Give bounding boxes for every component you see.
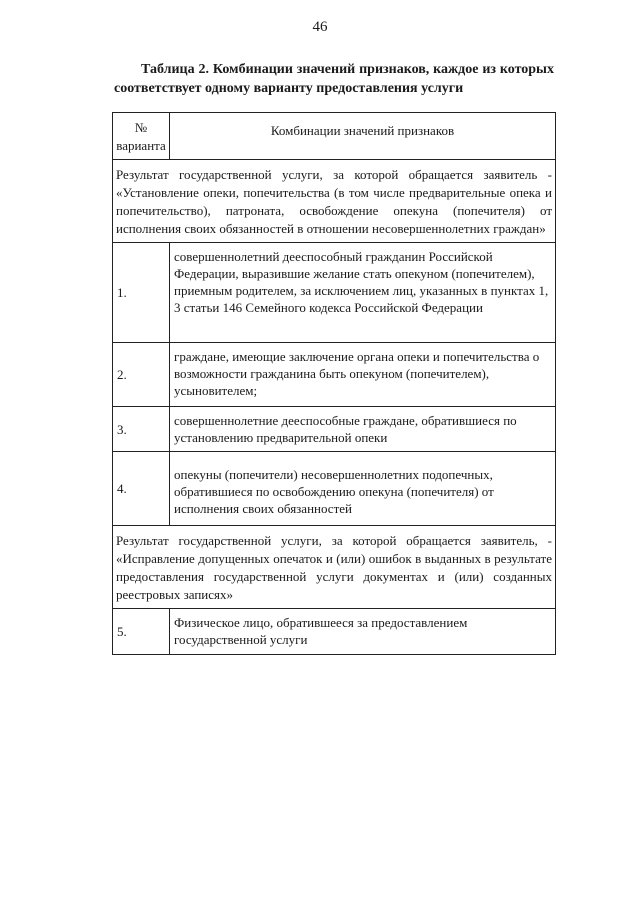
table-row <box>113 452 556 526</box>
section-corrections-text: Результат государственной услуги, за которой обращается заявитель, - «Исправление допущенных опечаток и (или) ошибок в выданных в результате предоставления государственной услуги документах и (или) созданных реестровых записях» <box>113 526 556 609</box>
page-number: 46 <box>312 19 328 35</box>
caption-line-1: Таблица 2. Комбинации значений признаков, каждое из которых <box>141 62 554 77</box>
variant-description: Физическое лицо, обратившееся за предоставлением государственной услуги <box>170 609 556 655</box>
header-variant-number <box>113 113 170 160</box>
table-row <box>113 609 556 655</box>
variant-number: 3. <box>113 407 170 452</box>
table-row <box>113 343 556 407</box>
variant-description: совершеннолетний дееспособный гражданин Российской Федерации, выразившие желание стать опекуном (попечителем), приемным родителем, за исключением лиц, указанных в пунктах 1, 3 статьи 146 Семейного кодекса Российской Федерации <box>170 243 556 343</box>
variant-number: 1. <box>113 243 170 343</box>
table-row <box>113 407 556 452</box>
caption-line-2: соответствует одному варианту предоставления услуги <box>114 81 464 96</box>
section-row-corrections <box>113 526 556 609</box>
variants-table <box>112 112 556 655</box>
table-header-row <box>113 113 556 160</box>
header-no-symbol: № <box>134 120 148 135</box>
header-combinations: Комбинации значений признаков <box>170 113 556 160</box>
table-row <box>113 243 556 343</box>
header-variant-label: варианта <box>116 138 166 153</box>
variant-description: совершеннолетние дееспособные граждане, обратившиеся по установлению предварительной опеки <box>170 407 556 452</box>
variant-description: граждане, имеющие заключение органа опеки и попечительства о возможности гражданина быть опекуном (попечителем), усыновителем; <box>170 343 556 407</box>
variant-number: 2. <box>113 343 170 407</box>
section-row-guardianship <box>113 160 556 243</box>
variant-number: 5. <box>113 609 170 655</box>
variant-description: опекуны (попечители) несовершеннолетних подопечных, обратившиеся по освобождению опекуна (попечителя) от исполнения своих обязанностей <box>170 452 556 526</box>
table-caption <box>114 60 554 98</box>
section-guardianship-text: Результат государственной услуги, за которой обращается заявитель - «Установление опеки, попечительства (в том числе предварительные опека и попечительство), патроната, освобождение опекуна (попечителя) от исполнения своих обязанностей в отношении несовершеннолетних граждан» <box>113 160 556 243</box>
variant-number: 4. <box>113 452 170 526</box>
